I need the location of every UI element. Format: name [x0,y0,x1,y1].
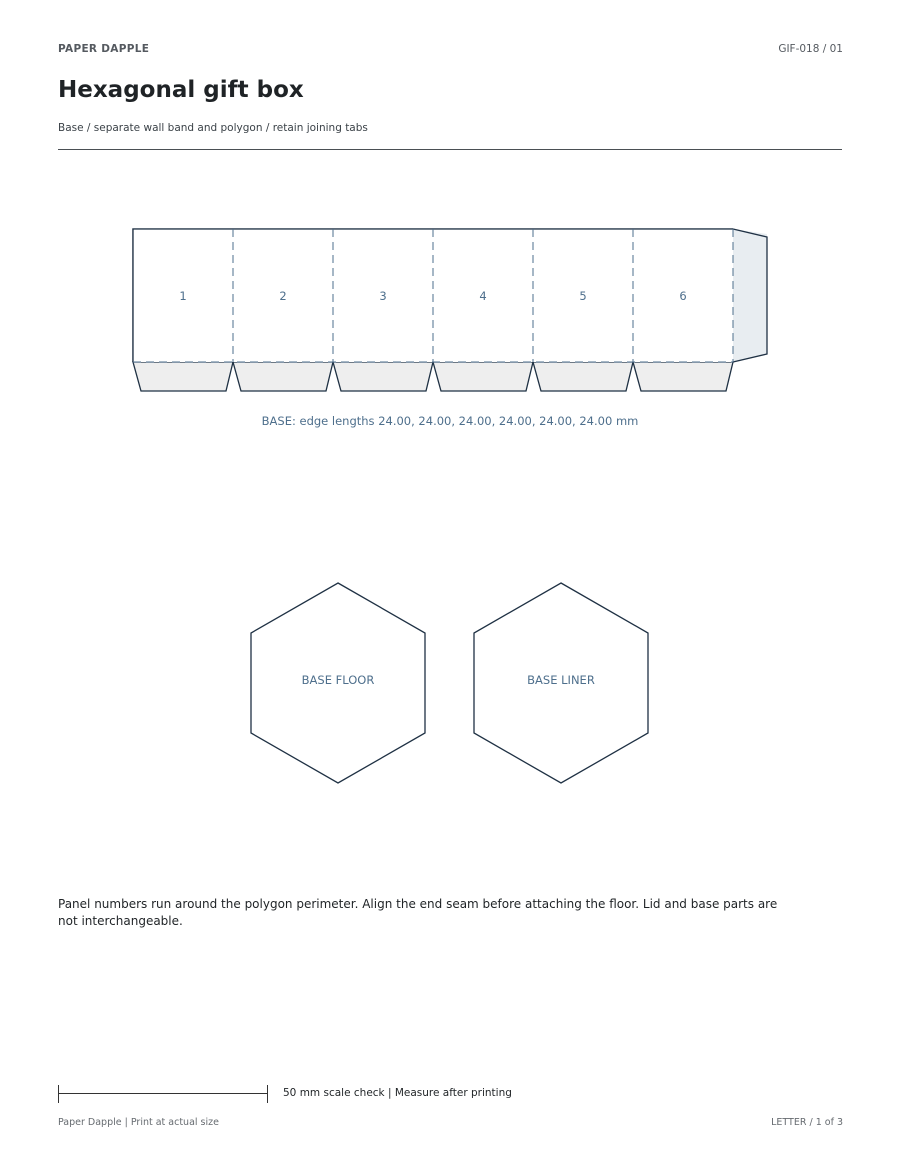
panel-number: 1 [179,289,187,303]
panel-number: 5 [579,289,587,303]
footer-page-info: LETTER / 1 of 3 [771,1117,843,1128]
panel-number: 2 [279,289,287,303]
brand-name: PAPER DAPPLE [58,43,150,55]
bottom-tab [133,362,233,391]
bottom-tab [633,362,733,391]
scale-bar [58,1085,268,1103]
edge-length-caption: BASE: edge lengths 24.00, 24.00, 24.00, 24.00, 24.00, 24.00 mm [261,414,639,428]
bottom-tab [233,362,333,391]
page-subtitle: Base / separate wall band and polygon / retain joining tabs [58,122,368,134]
bottom-tab [333,362,433,391]
footer-print-note: Paper Dapple | Print at actual size [58,1117,219,1128]
base-floor-label: BASE FLOOR [301,673,375,687]
scale-check-label: 50 mm scale check | Measure after printing [283,1087,512,1099]
scale-bar-tick-left [58,1085,59,1103]
scale-bar-line [58,1093,268,1094]
bottom-tab [433,362,533,391]
page-title: Hexagonal gift box [58,77,304,103]
scale-bar-tick-right [267,1085,268,1103]
glue-flap-fill [733,229,767,362]
bottom-tabs [133,362,733,391]
base-liner-label: BASE LINER [527,673,595,687]
panel-number: 4 [479,289,487,303]
panel-number: 6 [679,289,687,303]
document-id: GIF-018 / 01 [778,43,843,55]
bottom-tab [533,362,633,391]
panel-number: 3 [379,289,387,303]
assembly-note: Panel numbers run around the polygon perimeter. Align the end seam before attaching the floor. Lid and base parts are not interchangeable. [58,897,778,928]
